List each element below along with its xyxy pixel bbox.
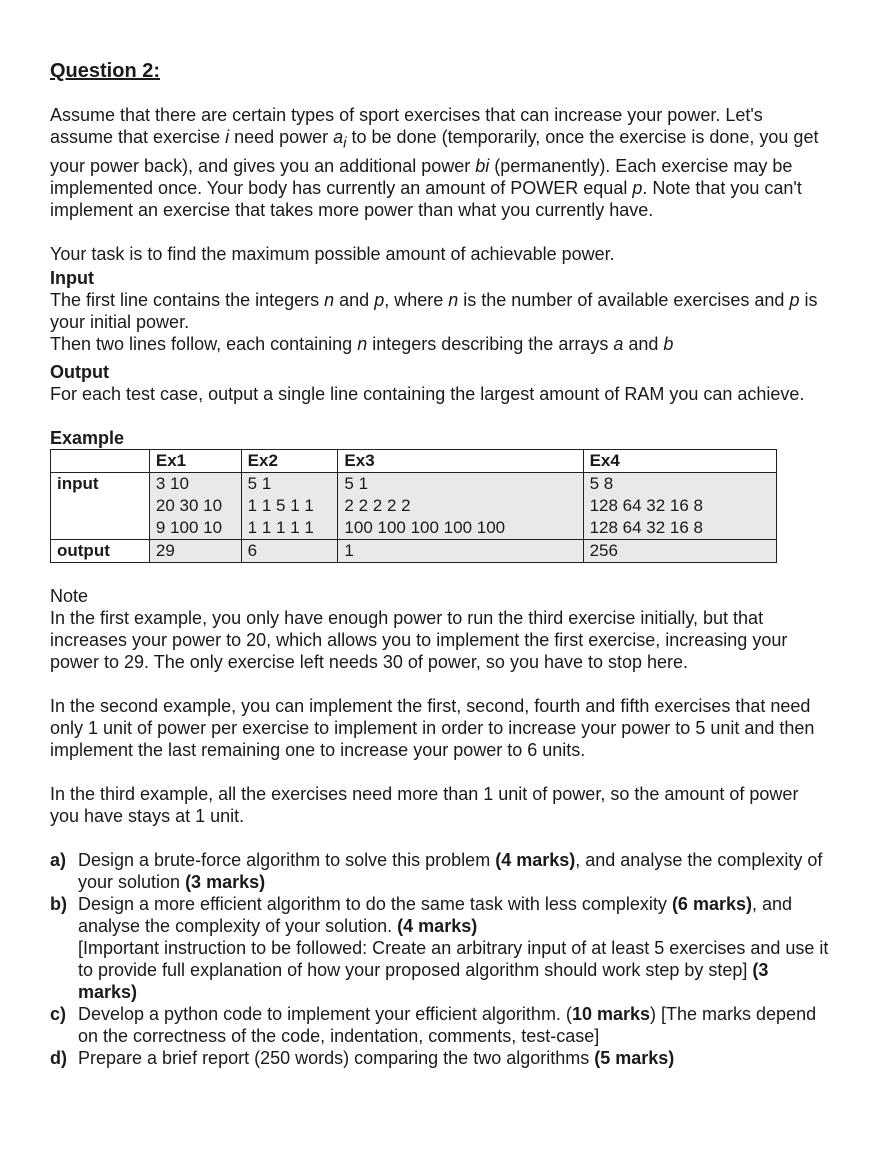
task-text: ) [The marks depend on the correctness of the code, indentation, comments, test-case] [78, 1003, 817, 1046]
task-statement: Your task is to find the maximum possible amount of achievable power. [50, 243, 615, 264]
header-ex2: Ex2 [241, 449, 338, 472]
marks-label: (4 marks) [495, 849, 576, 870]
marks-label: (6 marks) [671, 893, 752, 914]
cell-line: 1 1 1 1 1 [247, 517, 314, 537]
table-corner [51, 449, 150, 472]
task-list [50, 849, 830, 1069]
input-text: and [334, 289, 375, 310]
cell-line: 128 64 32 16 8 [589, 495, 704, 515]
intro-text: Assume that there are certain types of sport exercises that can increase your power. Let's assume that exercise [50, 105, 763, 147]
task-text: [Important instruction to be followed: Create an arbitrary input of at least 5 exercises and use it to provide full explanation of how your proposed algorithm should work step by step] [78, 937, 829, 980]
cell-line: 128 64 32 16 8 [589, 517, 704, 537]
intro-paragraph [50, 104, 830, 221]
var-bi: bi [475, 155, 490, 176]
task-item-b [50, 893, 830, 1003]
input-row-label: input [51, 472, 150, 539]
header-ex1: Ex1 [149, 449, 241, 472]
marks-label: (3 marks) [78, 959, 769, 1002]
input-text: is the number of available exercises and [458, 289, 790, 310]
header-ex3: Ex3 [338, 449, 583, 472]
cell-line: 3 10 [155, 473, 189, 493]
table-output-row [51, 539, 777, 562]
task-marker: c) [50, 1003, 67, 1024]
input-text: , where [384, 289, 449, 310]
intro-text: . Note that you can't implement an exercise that takes more power than what you currently have. [50, 177, 802, 220]
input-text: integers describing the arrays [367, 333, 614, 354]
example-table [50, 449, 777, 563]
cell-line: 1 1 5 1 1 [247, 495, 314, 515]
var-a-subscript: i [343, 134, 347, 152]
input-text: and [623, 333, 664, 354]
note-paragraph-3: In the third example, all the exercises need more than 1 unit of power, so the amount of power you have stays at 1 unit. [50, 783, 799, 826]
var-a: a [333, 127, 344, 147]
task-text: Prepare a brief report (250 words) comparing the two algorithms [78, 1047, 595, 1068]
table-input-row [51, 472, 777, 539]
intro-text: need power [229, 127, 334, 147]
var-p: p [789, 289, 800, 310]
input-text: Then two lines follow, each containing [50, 333, 358, 354]
task-item-d [50, 1047, 830, 1069]
cell-line: 5 1 [344, 473, 369, 493]
cell-line: 5 1 [247, 473, 272, 493]
task-marker: b) [50, 893, 67, 914]
ex4-input [583, 472, 776, 539]
cell-line: 20 30 10 [155, 495, 223, 515]
table-header-row [51, 449, 777, 472]
note-paragraph-1: In the first example, you only have enough power to run the third exercise initially, but that increases your power to 20, which allows you to implement the first exercise, increasing your power to 29. The only exercise left needs 30 of power, so you have to stop here. [50, 607, 788, 672]
var-n: n [324, 289, 335, 310]
note-paragraph-2: In the second example, you can implement the first, second, fourth and fifth exercises that need only 1 unit of power per exercise to implement in order to increase your power to 5 unit and then implement the last remaining one to increase your power to 6 units. [50, 695, 815, 760]
marks-label: 10 marks [571, 1003, 651, 1024]
ex2-output: 6 [241, 539, 338, 562]
task-item-c [50, 1003, 830, 1047]
ex3-output: 1 [338, 539, 583, 562]
question-title: Question 2: [50, 60, 161, 82]
task-text: , and analyse the complexity of your solution. [78, 893, 793, 936]
intro-text: to be done (temporarily, once the exercise is done, you get your power back), and gives you an additional power [50, 127, 819, 176]
cell-line: 5 8 [589, 473, 614, 493]
var-p: p [632, 177, 643, 198]
task-text: Design a brute-force algorithm to solve this problem [78, 849, 496, 870]
input-text: is your initial power. [50, 289, 818, 332]
input-description [50, 289, 830, 355]
ex1-output: 29 [149, 539, 241, 562]
var-p: p [374, 289, 385, 310]
output-description: For each test case, output a single line containing the largest amount of RAM you can achieve. [50, 383, 805, 404]
input-text: The first line contains the integers [50, 289, 325, 310]
var-n: n [357, 333, 368, 354]
output-row-label: output [51, 539, 150, 562]
task-text: , and analyse the complexity of your solution [78, 849, 823, 892]
marks-label: (4 marks) [397, 915, 478, 936]
cell-line: 2 2 2 2 2 [344, 495, 411, 515]
cell-line: 9 100 10 [155, 517, 223, 537]
example-heading: Example [50, 427, 125, 448]
task-text: Develop a python code to implement your efficient algorithm. ( [78, 1003, 572, 1024]
question-page [50, 58, 830, 1069]
var-n: n [448, 289, 459, 310]
note-heading: Note [50, 585, 89, 606]
ex4-output: 256 [583, 539, 776, 562]
task-text: Design a more efficient algorithm to do the same task with less complexity [78, 893, 672, 914]
ex1-input [149, 472, 241, 539]
var-a: a [613, 333, 624, 354]
input-heading: Input [50, 267, 94, 288]
var-i: i [225, 127, 230, 147]
intro-text: (permanently). Each exercise may be implemented once. Your body has currently an amount of POWER equal [50, 155, 793, 198]
marks-label: (3 marks) [185, 871, 266, 892]
task-marker: d) [50, 1047, 67, 1068]
task-marker: a) [50, 849, 67, 870]
ex3-input [338, 472, 583, 539]
output-heading: Output [50, 361, 109, 382]
marks-label: (5 marks) [594, 1047, 675, 1068]
task-item-a [50, 849, 830, 893]
ex2-input [241, 472, 338, 539]
var-b: b [663, 333, 674, 354]
cell-line: 100 100 100 100 100 [344, 517, 506, 537]
header-ex4: Ex4 [583, 449, 776, 472]
